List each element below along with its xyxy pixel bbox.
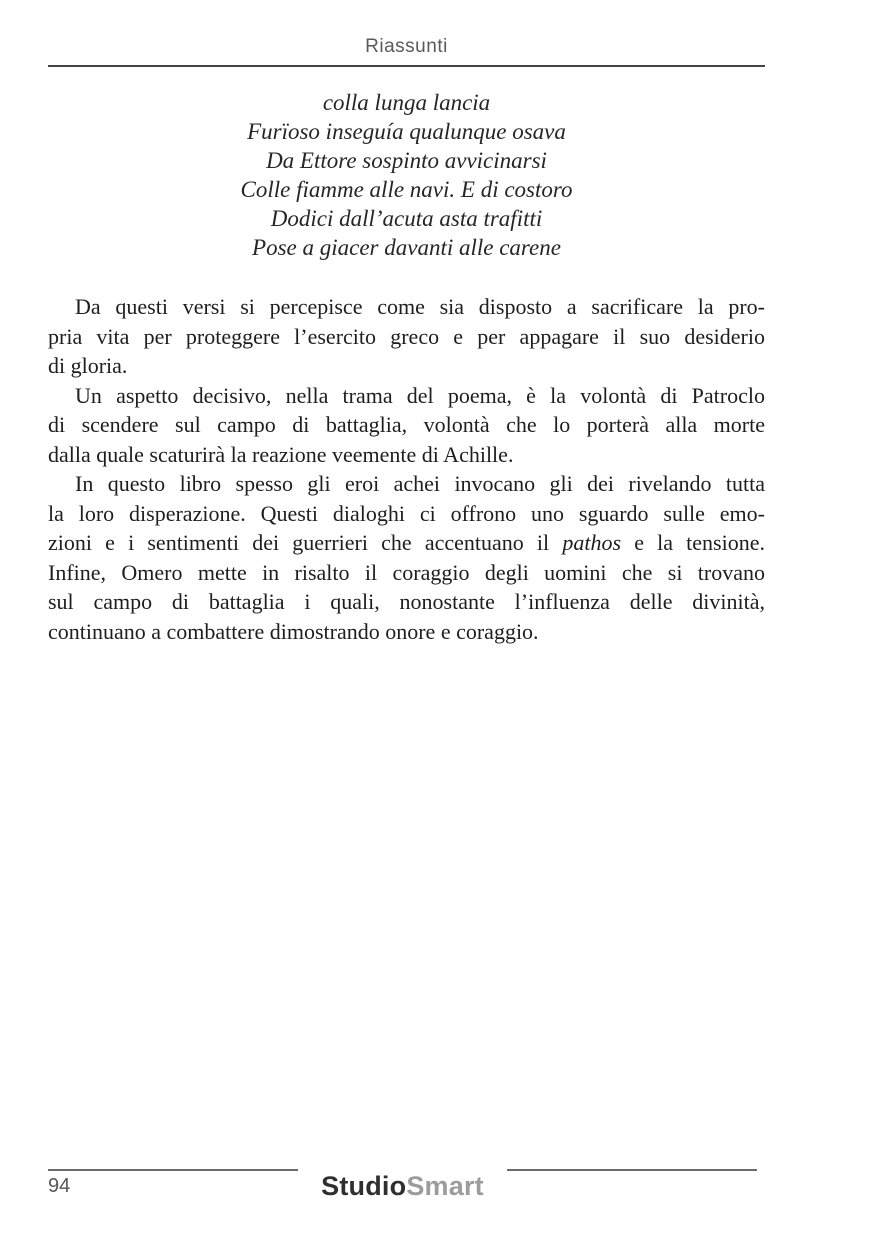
text-line: Furïoso inseguía qualunque osava bbox=[247, 119, 566, 144]
running-header bbox=[48, 36, 765, 67]
page-header-title: Riassunti bbox=[365, 36, 448, 57]
text-line: Colle fiamme alle navi. E di costoro bbox=[240, 177, 573, 202]
body-text bbox=[48, 292, 765, 646]
logo-text-primary: Studio bbox=[321, 1171, 407, 1201]
text-line: dalla quale scaturirà la reazione veemente di Achille. bbox=[48, 441, 514, 467]
page-footer bbox=[0, 1158, 875, 1228]
text-line: Infine, Omero mette in risalto il coraggio degli uomini che si trovano bbox=[48, 559, 765, 585]
paragraph-1 bbox=[48, 292, 765, 381]
text-line: la loro disperazione. Questi dialoghi ci offrono uno sguardo sulle emo- bbox=[48, 500, 765, 526]
text-line: Da Ettore sospinto avvicinarsi bbox=[266, 148, 547, 173]
text-line: colla lunga lancia bbox=[322, 90, 491, 115]
header-rule bbox=[48, 65, 765, 67]
paragraph-3 bbox=[48, 469, 765, 646]
text-line: In questo libro spesso gli eroi achei invocano gli dei rivelando tutta bbox=[75, 471, 765, 496]
text-line: di gloria. bbox=[48, 353, 128, 378]
text-line: di scendere sul campo di battaglia, volontà che lo porterà alla morte bbox=[48, 412, 765, 437]
text-line: Da questi versi si percepisce come sia disposto a sacrificare la pro- bbox=[75, 294, 765, 319]
text-line: Dodici dall’acuta asta trafitti bbox=[270, 206, 543, 231]
paragraph-2 bbox=[48, 381, 765, 470]
logo-text-secondary: Smart bbox=[406, 1171, 484, 1201]
verse-block bbox=[48, 88, 765, 262]
text-line: Un aspetto decisivo, nella trama del poema, è la volontà di Patroclo bbox=[75, 382, 765, 408]
text-line: Pose a giacer davanti alle carene bbox=[252, 235, 561, 260]
text-line: sul campo di battaglia i quali, nonostante l’influenza delle divinità, bbox=[48, 589, 765, 614]
text-line: continuano a combattere dimostrando onore e coraggio. bbox=[48, 618, 539, 644]
publisher-logo bbox=[48, 1171, 757, 1202]
text-line: zioni e i sentimenti dei guerrieri che accentuano il pathos e la tensione. bbox=[48, 530, 765, 555]
text-line: pria vita per proteggere l’esercito greco e per appagare il suo desiderio bbox=[48, 323, 765, 349]
page-number: 94 bbox=[48, 1175, 71, 1197]
